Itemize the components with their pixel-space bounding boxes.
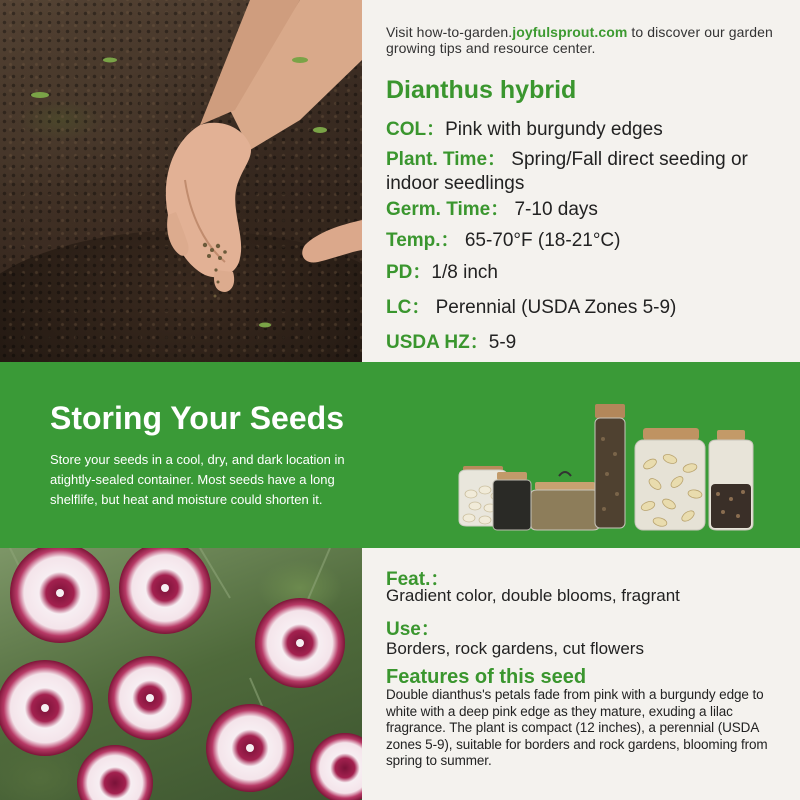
top-section: [0, 0, 800, 362]
feat-value: Gradient color, double blooms, fragrant: [386, 586, 680, 605]
dianthus-flowers-photo: [0, 548, 362, 800]
visit-prefix: Visit how-to-garden.: [386, 24, 513, 40]
attr-temperature: [386, 229, 796, 253]
seed-details-panel: [362, 548, 800, 800]
bottom-section: [0, 548, 800, 800]
attr-life-cycle: [386, 296, 796, 320]
attr-plant-time: [386, 148, 796, 196]
plant-info-panel: [362, 0, 800, 362]
attr-color: [386, 118, 796, 142]
attr-planting-depth-value: 1/8 inch: [431, 262, 498, 283]
attr-color-value: Pink with burgundy edges: [445, 119, 663, 140]
features-title: Features of this seed: [386, 666, 587, 688]
visit-suffix: to discover our garden growing tips and resource center.: [386, 24, 773, 56]
dianthus-flowers-image: [0, 548, 362, 800]
seed-jars-image: [455, 384, 765, 534]
attr-plant-time-label: Plant. Time：: [386, 149, 507, 170]
attr-germ-time: [386, 198, 796, 222]
attr-hardiness-zone-value: 5-9: [488, 332, 517, 353]
storing-title: Storing Your Seeds: [50, 400, 344, 436]
website-brand-link[interactable]: joyfulsprout.com: [512, 24, 628, 40]
plant-name-title: Dianthus hybrid: [386, 76, 577, 104]
attr-color-label: COL：: [386, 119, 446, 140]
soil-hand-photo: [0, 0, 362, 362]
attr-plant-time-value: Spring/Fall direct seeding or indoor seedlings: [386, 149, 748, 194]
use-value: Borders, rock gardens, cut flowers: [386, 639, 644, 658]
attr-hardiness-zone: [386, 331, 796, 355]
visit-website-text: [386, 24, 786, 56]
attr-planting-depth: [386, 261, 796, 285]
use-label: Use：: [386, 619, 440, 640]
attr-planting-depth-label: PD：: [386, 262, 432, 283]
features-description: Double dianthus's petals fade from pink with a burgundy edge to white with a deep pink edge as they mature, exuding a lilac fragrance. The plant is compact (12 inches), a perennial (USDA zones 5-9), suitable for borders and rock gardens, blooming from spring to summer.: [386, 687, 768, 768]
hand-sowing-seeds-image: [0, 0, 362, 362]
attr-hardiness-zone-label: USDA HZ：: [386, 332, 489, 353]
attr-temperature-label: Temp.：: [386, 230, 460, 251]
attr-life-cycle-label: LC：: [386, 297, 431, 318]
attr-temperature-value: 65-70°F (18-21°C): [459, 230, 621, 251]
attr-life-cycle-value: Perennial (USDA Zones 5-9): [430, 297, 677, 318]
storing-seeds-band: [0, 362, 800, 548]
storing-text: Store your seeds in a cool, dry, and dark location in atightly-sealed container. Most seeds have a long shelflife, but heat and moisture could shorten it.: [50, 452, 345, 507]
attr-germ-time-value: 7-10 days: [509, 199, 598, 220]
feat-label: Feat.：: [386, 569, 450, 590]
attr-germ-time-label: Germ. Time：: [386, 199, 510, 220]
